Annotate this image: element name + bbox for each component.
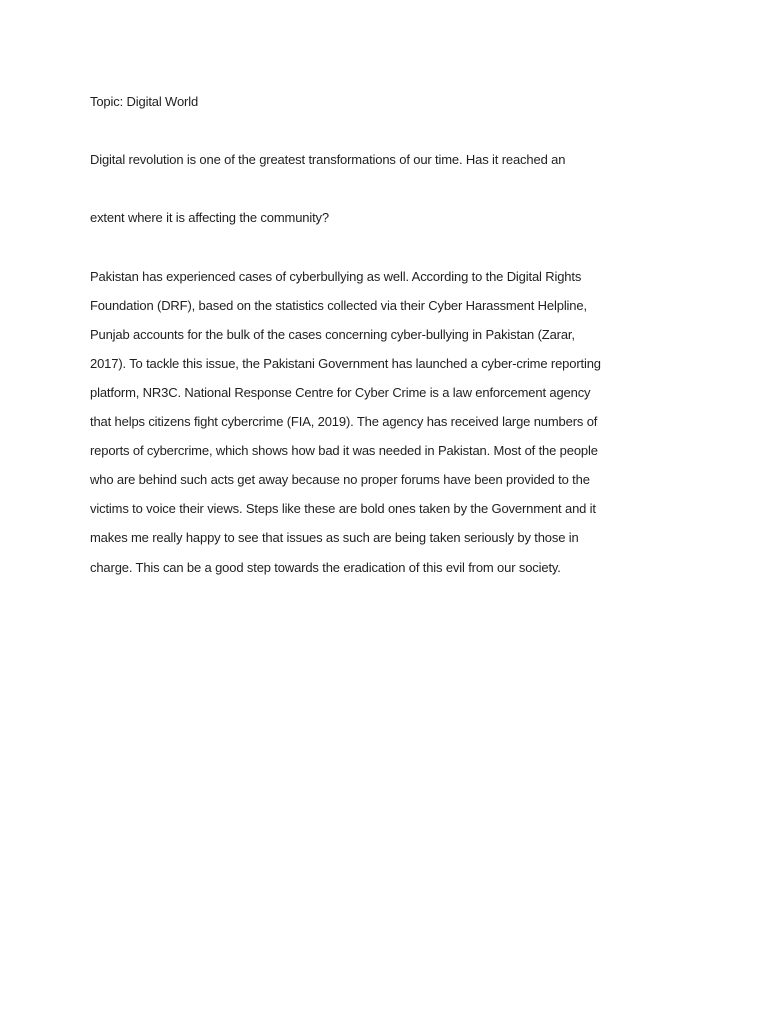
body-line: makes me really happy to see that issues as such are being taken seriously by those in [90, 530, 579, 546]
body-line: charge. This can be a good step towards the eradication of this evil from our society. [90, 559, 561, 575]
body-line: victims to voice their views. Steps like these are bold ones taken by the Government and it [90, 501, 596, 517]
spacer [90, 237, 610, 266]
document-body [90, 92, 610, 587]
body-line: reports of cybercrime, which shows how bad it was needed in Pakistan. Most of the people [90, 443, 598, 459]
body-line: Punjab accounts for the bulk of the cases concerning cyber-bullying in Pakistan (Zarar, [90, 326, 575, 342]
body-line: that helps citizens fight cybercrime (FIA, 2019). The agency has received large numbers of [90, 414, 598, 430]
body-line: Foundation (DRF), based on the statistics collected via their Cyber Harassment Helpline, [90, 297, 587, 313]
body-line: 2017). To tackle this issue, the Pakistani Government has launched a cyber-crime reporting [90, 355, 601, 371]
body-line: Pakistan has experienced cases of cyberbullying as well. According to the Digital Rights [90, 268, 582, 284]
body-line: who are behind such acts get away because no proper forums have been provided to the [90, 472, 590, 488]
body-line: platform, NR3C. National Response Centre for Cyber Crime is a law enforcement agency [90, 384, 591, 400]
spacer [90, 121, 610, 150]
intro-line: extent where it is affecting the community? [90, 210, 329, 226]
intro-line: Digital revolution is one of the greatest transformations of our time. Has it reached an [90, 152, 566, 168]
spacer [90, 179, 610, 208]
topic-line: Topic: Digital World [90, 94, 199, 109]
